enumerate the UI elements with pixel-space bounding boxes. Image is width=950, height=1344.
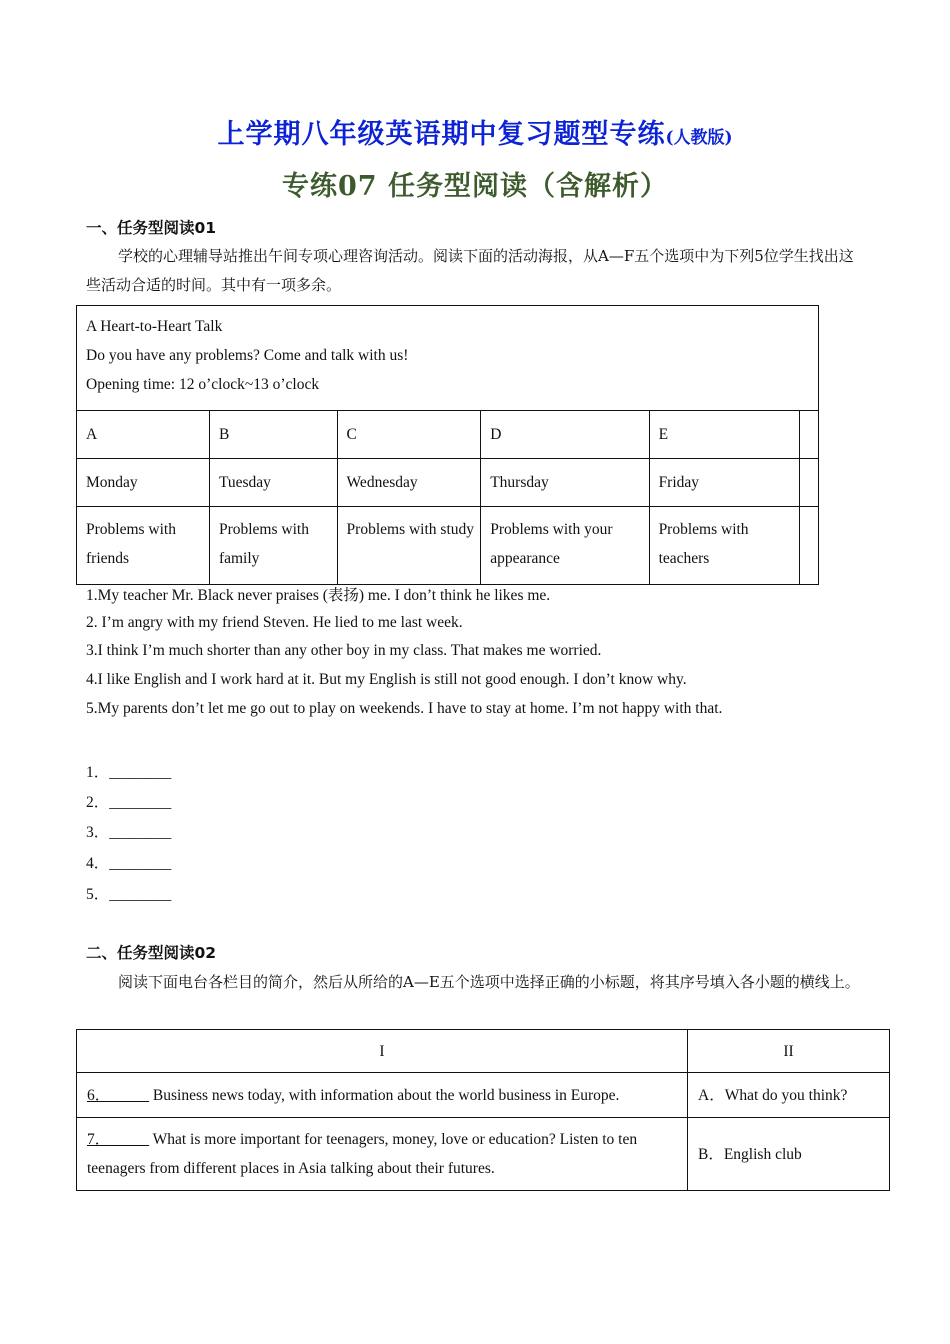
radio-table <box>76 1029 890 1191</box>
question-1: 1.My teacher Mr. Black never praises (表扬) me. I don’t think he likes me. <box>86 587 551 604</box>
answer-blank-2[interactable]: 2．________ <box>86 794 172 811</box>
poster-line2: Do you have any problems? Come and talk with us! <box>86 347 409 364</box>
poster-table <box>76 305 819 585</box>
letter-cell: A <box>77 411 210 459</box>
question-2: 2. I’m angry with my friend Steven. He lied to me last week. <box>86 614 463 631</box>
problem-cell: Problems with your appearance <box>481 507 649 585</box>
row-text: Business news today, with information about the world business in Europe. <box>149 1086 620 1104</box>
section2-heading: 二、任务型阅读02 <box>86 944 217 962</box>
day-cell: Wednesday <box>337 459 481 507</box>
answer-blank-6[interactable]: 6．_____ <box>87 1086 150 1104</box>
problem-cell: Problems with study <box>337 507 481 585</box>
question-5: 5.My parents don’t let me go out to play on weekends. I have to stay at home. I’m not happy with that. <box>86 700 723 717</box>
problem-cell: Problems with teachers <box>649 507 799 585</box>
answer-blank-4[interactable]: 4．________ <box>86 855 172 872</box>
document-subtitle: 专练07 任务型阅读（含解析） <box>282 171 668 202</box>
section1-heading: 一、任务型阅读01 <box>86 219 217 237</box>
option-cell: A．What do you think? <box>688 1073 890 1118</box>
title-edition: (人教版) <box>665 128 733 148</box>
section1-intro: 学校的心理辅导站推出午间专项心理咨询活动。阅读下面的活动海报，从A—F五个选项中为下列5位学生找出这些活动合适的时间。其中有一项多余。 <box>86 247 854 294</box>
answer-blank-3[interactable]: 3．________ <box>86 824 172 841</box>
answer-blank-1[interactable]: 1．________ <box>86 764 172 781</box>
day-cell: Tuesday <box>209 459 337 507</box>
question-4: 4.I like English and I work hard at it. But my English is still not good enough. I don’t know why. <box>86 671 687 688</box>
empty-cell <box>799 507 818 585</box>
table-row <box>77 1073 688 1118</box>
table-row <box>77 1118 688 1191</box>
empty-cell <box>799 411 818 459</box>
document-title <box>0 112 950 151</box>
row-text: What is more important for teenagers, money, love or education? Listen to ten teenagers from different places in Asia talking about their futures. <box>87 1131 638 1177</box>
answer-blank-7[interactable]: 7．_____ <box>87 1131 150 1148</box>
poster-header <box>77 306 819 411</box>
answer-blank-5[interactable]: 5．________ <box>86 886 172 903</box>
poster-title: A Heart-to-Heart Talk <box>86 318 223 335</box>
letter-cell: E <box>649 411 799 459</box>
letter-cell: C <box>337 411 481 459</box>
day-cell: Monday <box>77 459 210 507</box>
column-header-i: I <box>77 1030 688 1073</box>
poster-line3: Opening time: 12 o’clock~13 o’clock <box>86 376 320 393</box>
letter-cell: B <box>209 411 337 459</box>
letter-cell: D <box>481 411 649 459</box>
day-cell: Friday <box>649 459 799 507</box>
problem-cell: Problems with family <box>209 507 337 585</box>
empty-cell <box>799 459 818 507</box>
question-3: 3.I think I’m much shorter than any other boy in my class. That makes me worried. <box>86 642 602 659</box>
day-cell: Thursday <box>481 459 649 507</box>
title-main: 上学期八年级英语期中复习题型专练 <box>217 119 666 150</box>
section2-intro: 阅读下面电台各栏目的简介，然后从所给的A—E五个选项中选择正确的小标题，将其序号填入各小题的横线上。 <box>118 973 860 991</box>
column-header-ii: II <box>688 1030 890 1073</box>
option-cell: B．English club <box>688 1118 890 1191</box>
problem-cell: Problems with friends <box>77 507 210 585</box>
